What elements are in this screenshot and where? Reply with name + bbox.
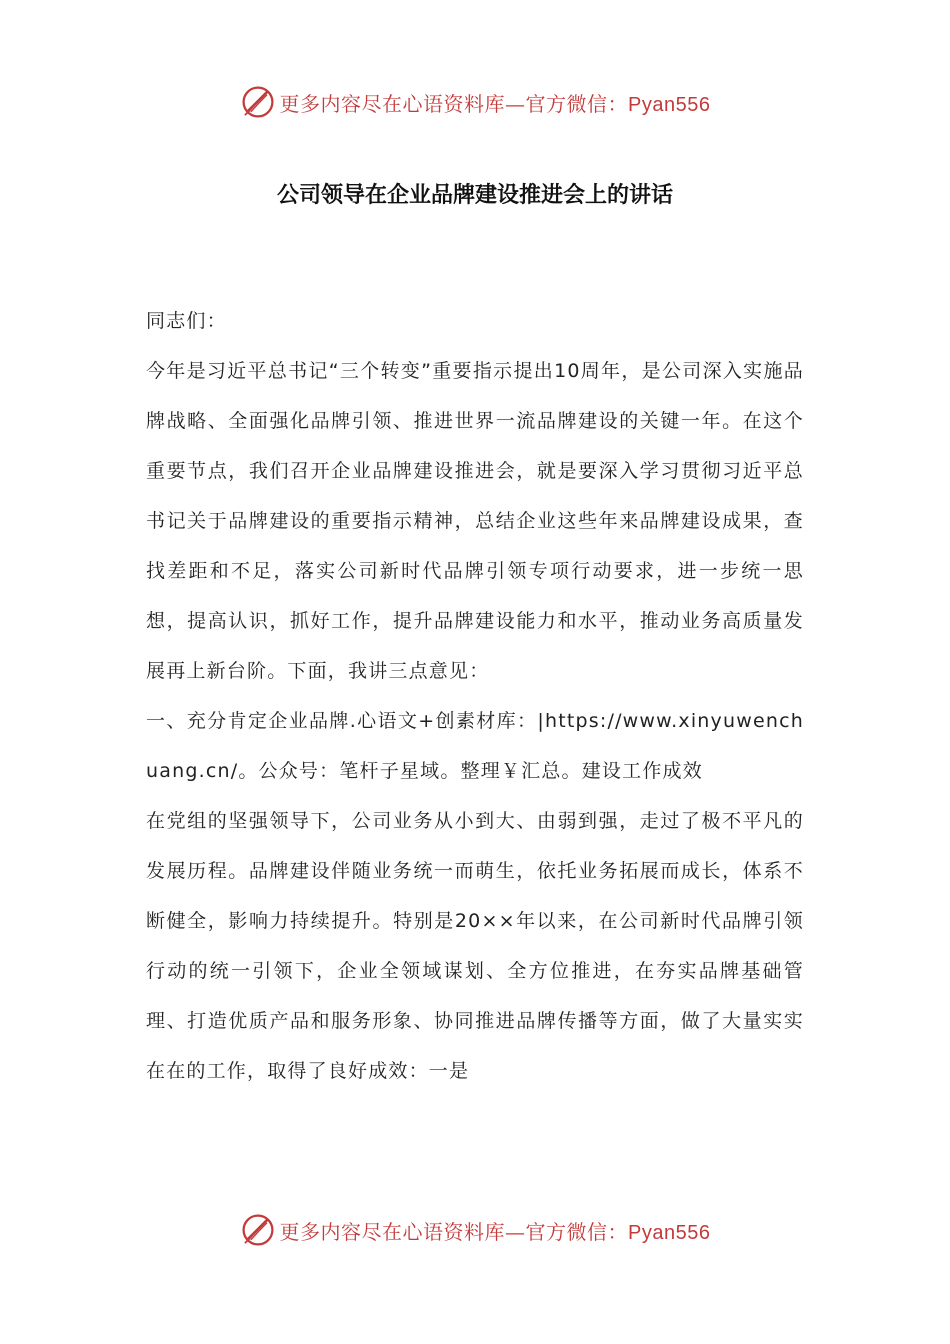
document-title: 公司领导在企业品牌建设推进会上的讲话 xyxy=(276,183,673,208)
brush-logo-icon xyxy=(240,1212,276,1248)
header-banner-text: 更多内容尽在心语资料库—官方微信：Pyan556 xyxy=(279,91,711,116)
header-banner-contact: Pyan556 xyxy=(628,93,711,116)
brush-logo-icon xyxy=(240,84,276,120)
footer-banner-text: 更多内容尽在心语资料库—官方微信：Pyan556 xyxy=(279,1219,711,1244)
footer-banner-contact: Pyan556 xyxy=(628,1221,711,1244)
greeting: 同志们： xyxy=(146,310,227,332)
document-body xyxy=(146,296,804,1096)
footer-banner xyxy=(0,1210,950,1250)
header-banner xyxy=(0,82,950,122)
paragraph: 今年是习近平总书记“三个转变”重要指示提出10周年，是公司深入实施品牌战略、全面强化品牌引领、推进世界一流品牌建设的关键一年。在这个重要节点，我们召开企业品牌建设推进会，就是要深入学习贯彻习近平总书记关于品牌建设的重要指示精神，总结企业这些年来品牌建设成果，查找差距和不足，落实公司新时代品牌引领专项行动要求，进一步统一思想，提高认识，抓好工作，提升品牌建设能力和水平，推动业务高质量发展再上新台阶。下面，我讲三点意见： xyxy=(146,360,804,682)
paragraph: 在党组的坚强领导下，公司业务从小到大、由弱到强，走过了极不平凡的发展历程。品牌建设伴随业务统一而萌生，依托业务拓展而成长，体系不断健全，影响力持续提升。特别是20××年以来，在公司新时代品牌引领行动的统一引领下，企业全领域谋划、全方位推进，在夯实品牌基础管理、打造优质产品和服务形象、协同推进品牌传播等方面，做了大量实实在在的工作，取得了良好成效：一是 xyxy=(146,810,804,1082)
section-heading: 一、充分肯定企业品牌.心语文+创素材库：|https://www.xinyuwenchuang.cn/。公众号：笔杆子星域。整理￥汇总。建设工作成效 xyxy=(146,710,804,782)
